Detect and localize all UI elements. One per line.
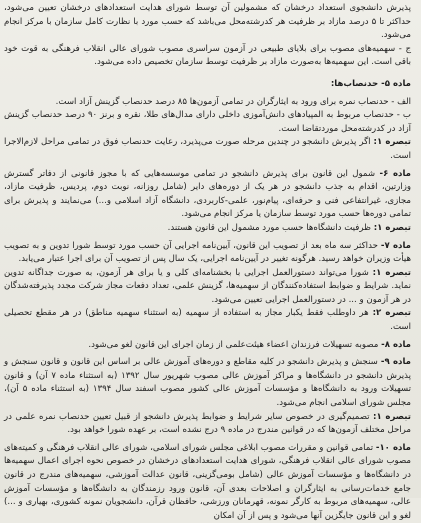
note-label: تبصره ۱: (373, 411, 412, 422)
article-5-note (4, 136, 411, 163)
article-9-note-1 (4, 411, 411, 438)
note-label: تبصره ۱: (372, 267, 411, 278)
note-text: تصمیم‌گیری در خصوص سایر شرایط و ضوابط پذیرش دانشجو از قبیل تعیین حدنصاب نمره علمی در مراحل مختلف آزمون‌ها که در قوانین مندرج در ماده ۹ درج نشده است، بر عهده شورا خواهد بود. (4, 411, 411, 436)
article-6-note (4, 222, 411, 236)
article-10-heading: ماده ۱۰- (375, 442, 411, 453)
article-7-heading: ماده ۷- (380, 240, 411, 251)
article-10-body: تمامی قوانین و مقررات مصوب ابلاغی مجلس شورای اسلامی، شورای عالی انقلاب فرهنگی و کمیته‌های مصوب شورای عالی انقلاب فرهنگی، شورای هدایت استعدادهای درخشان در خصوص نحوه اجرای اعمال سهمیه‌ها در دانشگاه‌ها و مؤسسات آموزش عالی (شامل بومی‌گزینی، قانون عدالت آموزشی، سهمیه‌های مندرج در قانون جامع خدمات‌رسانی به ایثارگران و اصلاحات بعدی آن، قانون ورود رزمندگان به دانشگاه‌ها و مؤسسات آموزش عالی، سهمیه‌های مربوط به کارگر نمونه، قهرمانان ورزشی، حافظان قرآن، دانشجویان نمونه کشوری، بهیاری و ...) لغو و این قانون جایگزین آنها می‌شود و پس از آن امکان (4, 442, 411, 521)
article-9-heading: ماده ۹- (380, 357, 411, 368)
note-text: اگر پذیرش دانشجو در چندین مرحله صورت می‌پذیرد، رعایت حدنصاب فوق در تمامی مراحل لازم‌الاجرا است. (4, 137, 411, 161)
note-text: ظرفیت دانشگاه‌ها حسب مورد مشمول این قانون هستند. (167, 222, 371, 233)
law-text (4, 2, 411, 523)
clause-c-paragraph: ج - سهمیه‌های مصوب برای بلایای طبیعی در آزمون سراسری مصوب شورای عالی انقلاب فرهنگی به قوت خود باقی است. این سهمیه‌ها به‌صورت مازاد بر ظرفیت توسط سازمان تخصیص داده می‌شود. (4, 43, 411, 68)
intro-paragraph: پذیرش دانشجوی استعداد درخشان که مشمولین آن توسط شورای هدایت استعدادهای درخشان تعیین می‌شود، حداکثر تا ۵ درصد مازاد بر ظرفیت هر کدرشته‌محل می‌باشد که حسب مورد با نظارت کامل سازمان با مرکز انجام می‌شود. (4, 3, 411, 41)
article-7-body: حداکثر سه ماه بعد از تصویب این قانون، آیین‌نامه اجرایی آن حسب مورد توسط شورا تدوین و به تصویب هیأت وزیران خواهد رسید. هرگونه تغییر در آیین‌نامه اجرایی، یک سال پس از تصویب آن برای اجرا عتبار می‌یابد. (4, 240, 411, 265)
article-8-heading: ماده ۸- (381, 339, 411, 350)
article-7 (4, 240, 411, 267)
note-text: هر داوطلب فقط یکبار مجاز به استفاده از سهمیه (به استثناء سهمیه مناطق) در هر مقطع تحصیلی است. (4, 308, 411, 333)
article-5-clause-a: الف - حدنصاب نمره برای ورود به ایثارگران در تمامی آزمون‌ها ۸۵ درصد حدنصاب گزینش آزاد است. (55, 96, 411, 107)
article-6-body: شمول این قانون برای پذیرش دانشجو در تمامی موسسه‌هایی که با مجوز قانونی از دفاتر گسترش وزارتین، اقدام به جذب دانشجو در هر یک از دوره‌های دایر (شامل روزانه، نوبت دوم، پردیس، ظرفیت مازاد، مجازی، غیرانتفاعی فنی و حرفه‌ای، پیام‌نور، علمی-کاربردی، دانشگاه آزاد اسلامی و...) می‌نمایند و پذیرش برای تمامی دوره‌ها حسب مورد توسط سازمان یا مرکز انجام می‌شود. (4, 168, 411, 220)
note-label: تبصره ۱: (373, 137, 412, 148)
article-8 (4, 339, 411, 353)
article-6-heading: ماده ۶- (379, 168, 411, 179)
article-7-note-2 (4, 307, 411, 334)
note-text: شورا می‌تواند دستورالعمل اجرایی با بخشنامه‌ای کلی و یا برای هر آزمون، به صورت جداگانه تدوین نماید. شرایط و ضوابط استفاده‌کنندگان از سهمیه‌ها، گزینش علمی، تعداد دفعات مجاز شرکت مجدد پذیرفته‌شدگان در هر آزمون و ... در دستورالعمل اجرایی تعیین می‌شود. (4, 267, 411, 305)
article-9-body: سنجش و پذیرش دانشجو در کلیه مقاطع و دوره‌های آموزش عالی بر اساس این قانون و قانون سنجش و پذیرش دانشجو در دانشگاه‌ها و مراکز آموزش عالی مصوب شهریور سال ۱۳۹۲ (به استثناء ماده ۷ آن) و قانون تسهیلات ورود به دانشگاه‌ها و مؤسسات آموزش عالی کشور مصوب اسفند سال ۱۳۹۴ (به استثناء ماده ۵ آن)، مجلس شورای اسلامی انجام می‌شود. (4, 357, 412, 409)
article-8-body: مصوبه تسهیلات فرزندان اعضاء هیئت‌علمی از زمان اجرای این قانون لغو می‌شود. (88, 339, 379, 350)
article-10 (4, 442, 411, 523)
article-5-heading: ماده ۵- حدنصاب‌ها: (330, 78, 411, 89)
article-7-note-1 (4, 267, 411, 308)
article-9 (4, 356, 411, 410)
note-label: تبصره ۲: (372, 308, 411, 319)
article-6 (4, 168, 411, 222)
article-5-clause-b: ب - حدنصاب مربوط به المپیادهای دانش‌آموزی داخلی دارای مدال‌های طلا، نقره و برنز ۹۰ درصد حدنصاب گزینش آزاد در کدرشته‌محل موردتقاضا است. (4, 110, 411, 134)
note-label: تبصره ۱: (373, 222, 411, 233)
